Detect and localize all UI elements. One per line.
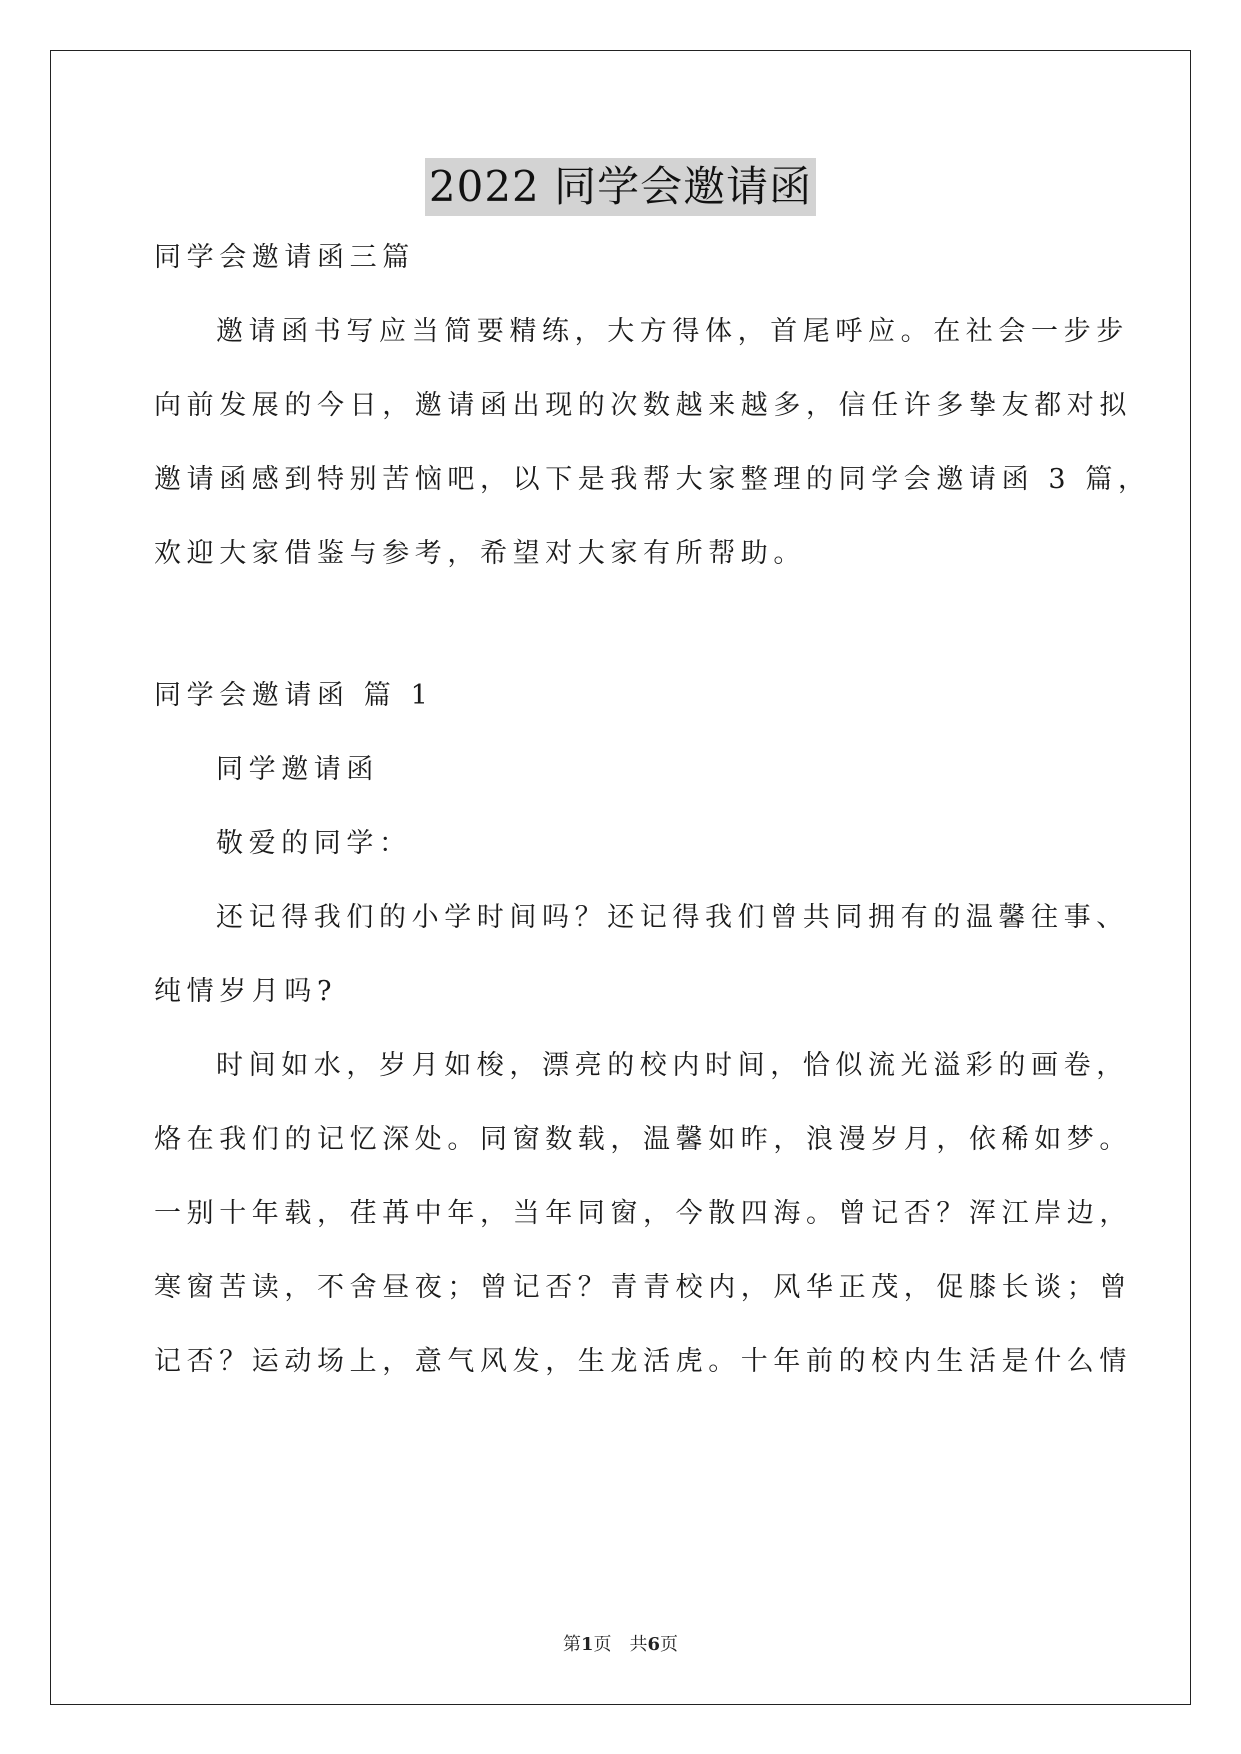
body-line: 纯情岁月吗? (154, 976, 338, 1007)
document-title: 2022 同学会邀请函 (425, 158, 816, 216)
body-line: 欢迎大家借鉴与参考，希望对大家有所帮助。 (154, 538, 806, 569)
salutation: 敬爱的同学： (216, 828, 412, 859)
body-line: 一别十年载，荏苒中年，当年同窗，今散四海。曾记否？浑江岸边， (154, 1198, 1132, 1229)
body-line: 邀请函书写应当简要精练，大方得体，首尾呼应。在社会一步步 (216, 316, 1129, 347)
body-line: 邀请函感到特别苦恼吧，以下是我帮大家整理的同学会邀请函 3 篇， (154, 464, 1151, 495)
body-line: 时间如水，岁月如梭，漂亮的校内时间，恰似流光溢彩的画卷， (216, 1050, 1129, 1081)
page-border (50, 50, 1191, 1705)
footer-mid: 页 共 (593, 1634, 648, 1655)
letter-title: 同学邀请函 (216, 754, 379, 785)
subsection-heading: 同学会邀请函 篇 1 (154, 680, 434, 711)
footer-suffix: 页 (660, 1634, 679, 1655)
current-page-number: 1 (580, 1634, 594, 1655)
total-pages-number: 6 (647, 1634, 661, 1655)
body-line: 记否？运动场上，意气风发，生龙活虎。十年前的校内生活是什么情 (154, 1346, 1132, 1377)
body-line: 寒窗苦读，不舍昼夜；曾记否？青青校内，风华正茂，促膝长谈；曾 (154, 1272, 1132, 1303)
footer-prefix: 第 (562, 1634, 581, 1655)
page-footer (0, 1630, 1241, 1656)
body-line: 烙在我们的记忆深处。同窗数载，温馨如昨，浪漫岁月，依稀如梦。 (154, 1124, 1132, 1155)
section-heading: 同学会邀请函三篇 (154, 242, 415, 273)
body-line: 还记得我们的小学时间吗？还记得我们曾共同拥有的温馨往事、 (216, 902, 1129, 933)
title-container (0, 158, 1241, 216)
body-line: 向前发展的今日，邀请函出现的次数越来越多，信任许多挚友都对拟 (154, 390, 1132, 421)
